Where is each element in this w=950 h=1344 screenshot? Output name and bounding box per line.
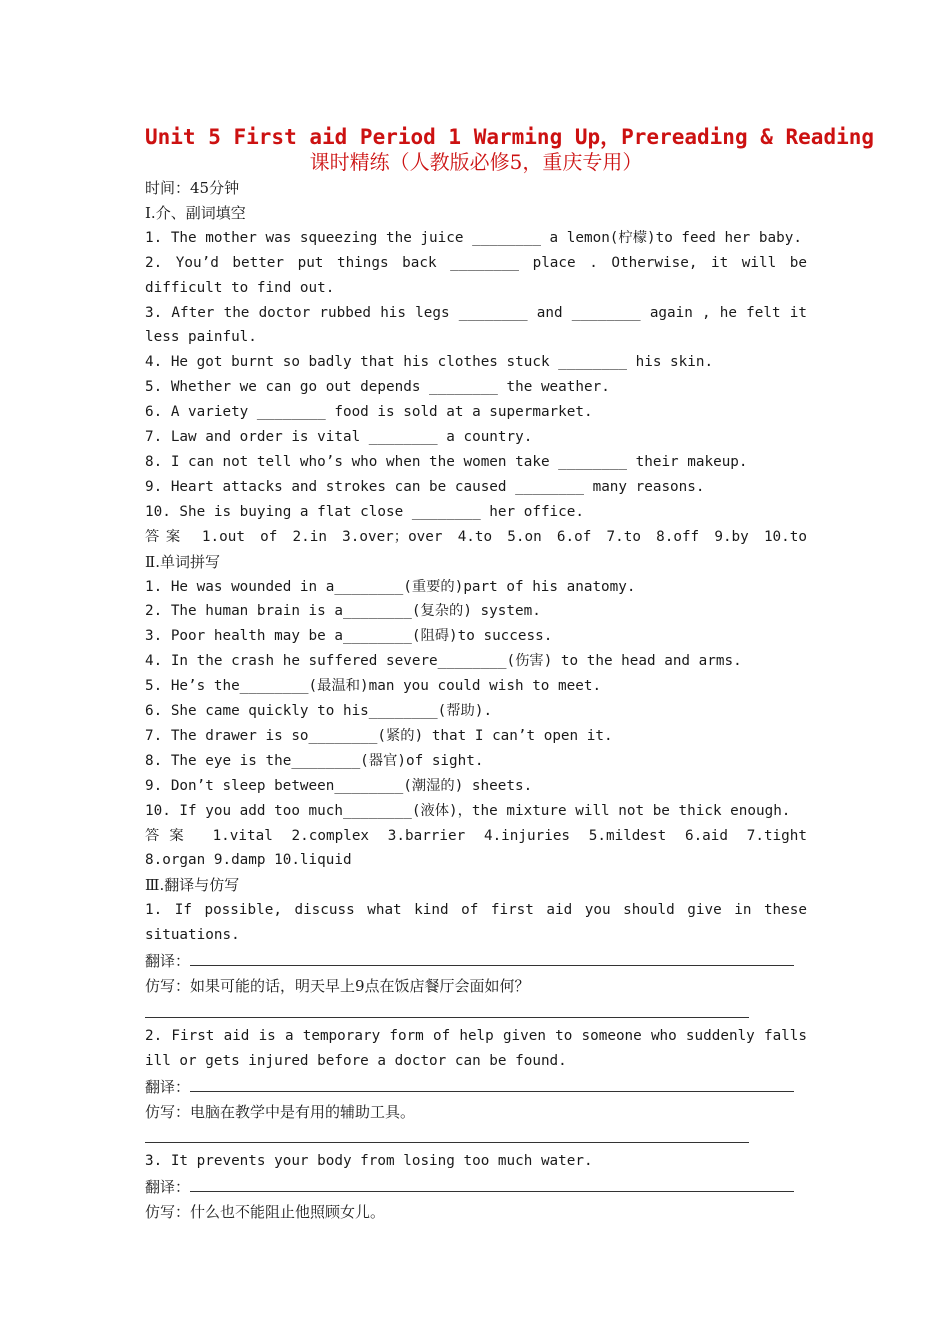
translation-answer-line[interactable]: 翻译： (145, 1074, 807, 1100)
list-item: 2. You’d better put things back ________ place . Otherwise, it will be (145, 254, 807, 271)
imitation-prompt: 仿写：如果可能的话，明天早上9点在饭店餐厅会面如何？ (145, 977, 530, 995)
translation-question: 1. If possible, discuss what kind of first aid you should give in these (145, 902, 807, 919)
list-item: 1. The mother was squeezing the juice ________ a lemon(柠檬)to feed her baby. (145, 229, 802, 246)
page-title: Unit 5 First aid Period 1 Warming Up，Prereading & Reading (145, 125, 875, 149)
list-item: 2. The human brain is a________(复杂的) system. (145, 603, 541, 620)
imitation-prompt: 仿写：电脑在教学中是有用的辅助工具。 (145, 1102, 416, 1121)
answer-key: 答案 1.out of 2.in 3.over；over 4.to 5.on 6.of 7.to 8.off 9.by 10.to (145, 528, 807, 545)
answer-key: 答案 1.vital 2.complex 3.barrier 4.injuries 5.mildest 6.aid 7.tight (145, 827, 807, 844)
list-item: 7. The drawer is so________(紧的) that I can’t open it. (145, 727, 613, 744)
translation-answer-line[interactable]: 翻译： (145, 948, 807, 974)
translation-question: 2. First aid is a temporary form of help given to someone who suddenly falls (145, 1027, 807, 1044)
list-item: 9. Don’t sleep between________(潮湿的) sheets. (145, 777, 533, 794)
list-item: 5. He’s the________(最温和)man you could wish to meet. (145, 678, 602, 695)
section-1-heading: Ⅰ.介、副词填空 (145, 203, 246, 222)
list-item: 4. He got burnt so badly that his clothes stuck ________ his skin. (145, 354, 714, 371)
imitation-answer-line[interactable] (145, 1124, 807, 1149)
list-item: 9. Heart attacks and strokes can be caused ________ many reasons. (145, 478, 705, 495)
translation-question: situations. (145, 927, 240, 944)
page-subtitle: 课时精练（人教版必修5，重庆专用） (309, 150, 643, 174)
translation-question: 3. It prevents your body from losing too much water. (145, 1153, 593, 1170)
imitation-answer-line[interactable] (145, 999, 807, 1024)
list-item: 6. A variety ________ food is sold at a supermarket. (145, 404, 593, 421)
list-item: difficult to find out. (145, 279, 335, 296)
list-item: 10. She is buying a flat close ________ her office. (145, 503, 584, 520)
list-item: less painful. (145, 329, 257, 346)
list-item: 7. Law and order is vital ________ a country. (145, 429, 533, 446)
list-item: 3. Poor health may be a________(阻碍)to success. (145, 628, 553, 645)
list-item: 8. I can not tell who’s who when the women take ________ their makeup. (145, 453, 748, 470)
section-3-heading: Ⅲ.翻译与仿写 (145, 876, 240, 895)
section-2-heading: Ⅱ.单词拼写 (145, 552, 220, 571)
list-item: 5. Whether we can go out depends ________ the weather. (145, 379, 610, 396)
list-item: 10. If you add too much________(液体)，the mixture will not be thick enough. (145, 802, 791, 819)
translation-answer-line[interactable]: 翻译： (145, 1174, 807, 1200)
time-limit: 时间：45分钟 (145, 179, 240, 197)
list-item: 3. After the doctor rubbed his legs ________ and ________ again , he felt it (145, 304, 807, 321)
worksheet-page (145, 124, 875, 1225)
list-item: 8. The eye is the________(器官)of sight. (145, 752, 484, 769)
imitation-prompt: 仿写：什么也不能阻止他照顾女儿。 (145, 1203, 386, 1222)
answer-key-continued: 8.organ 9.damp 10.liquid (145, 852, 352, 869)
list-item: 1. He was wounded in a________(重要的)part of his anatomy. (145, 578, 636, 595)
list-item: 6. She came quickly to his________(帮助). (145, 703, 493, 720)
list-item: 4. In the crash he suffered severe________(伤害) to the head and arms. (145, 653, 742, 670)
translation-question: ill or gets injured before a doctor can be found. (145, 1052, 567, 1069)
